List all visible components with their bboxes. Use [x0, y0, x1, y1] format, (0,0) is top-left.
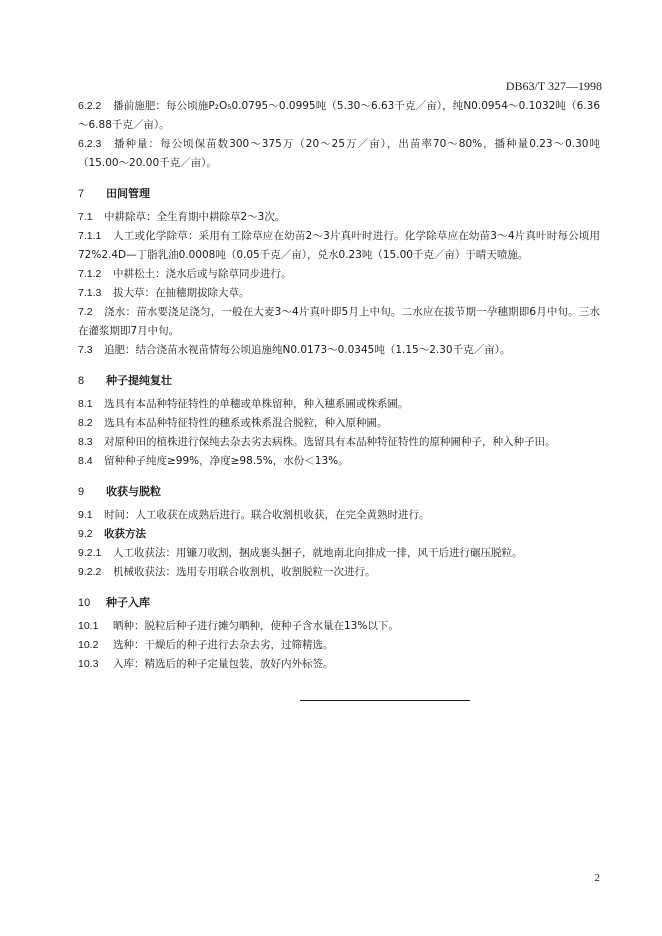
- clause-number: 6.2.3: [78, 138, 102, 150]
- clause-6-2-3: [78, 135, 600, 173]
- clause-text: 选具有本品种特征特性的穗系或株系混合脱粒，种入原种圃。: [104, 417, 388, 429]
- section-number: 9: [78, 486, 85, 498]
- clause-10-3: [78, 655, 600, 674]
- clause-9-2-1: [78, 544, 600, 563]
- clause-6-2-2: [78, 97, 600, 135]
- clause-10-1: [78, 617, 600, 636]
- section-title: 田间管理: [106, 187, 150, 200]
- clause-10-2: [78, 636, 600, 655]
- section-heading-8: [78, 371, 600, 391]
- clause-number: 6.2.2: [78, 100, 102, 112]
- clause-number: 10.2: [78, 639, 99, 651]
- clause-text: 机械收获法：选用专用联合收割机，收割脱粒一次进行。: [113, 566, 376, 578]
- clause-text: 留种种子纯度≥99%，净度≥98.5%，水份＜13%。: [104, 455, 349, 467]
- section-heading-10: [78, 593, 600, 613]
- clause-text: 人工收获法：用镰刀收割，捆成裹头捆子，就地南北向排成一排，风干后进行碾压脱粒。: [113, 547, 523, 559]
- clause-8-3: [78, 433, 600, 452]
- clause-9-2: [78, 525, 600, 544]
- clause-text: 选具有本品种特征特性的单穗或单株留种，种入穗系圃或株系圃。: [104, 398, 409, 410]
- section-heading-9: [78, 482, 600, 502]
- document-code: DB63/T 327—1998: [505, 79, 602, 93]
- clause-text: 选种：干燥后的种子进行去杂去劣，过筛精选。: [113, 639, 334, 651]
- clause-number: 7.3: [78, 344, 93, 356]
- clause-7-1: [78, 208, 600, 227]
- clause-text: 时间：人工收获在成熟后进行。联合收割机收获，在完全黄熟时进行。: [104, 509, 430, 521]
- section-title: 种子提纯复壮: [106, 374, 172, 387]
- end-of-standard-rule: [300, 700, 470, 701]
- clause-number: 7.1.2: [78, 268, 102, 280]
- clause-number: 8.2: [78, 417, 93, 429]
- clause-number: 8.4: [78, 455, 93, 467]
- clause-text: 浇水：苗水要浇足浇匀，一般在大麦3～4片真叶即5月上中旬。二水应在拔节期一孕穗期即6月中旬。三水在灌浆期即7月中旬。: [78, 306, 600, 337]
- clause-number: 7.1.3: [78, 287, 102, 299]
- section-title: 种子入库: [106, 596, 150, 609]
- clause-text: 播前施肥：每公顷施P₂O₅0.0795～0.0995吨（5.30～6.63千克／亩），纯N0.0954～0.1032吨（6.36～6.88千克／亩）。: [78, 100, 600, 131]
- clause-number: 8.3: [78, 436, 93, 448]
- clause-number: 7.1: [78, 211, 93, 223]
- clause-text: 对原种田的植株进行保纯去杂去劣去病株。选留具有本品种特征特性的原种圃种子，种入种子田。: [104, 436, 556, 448]
- clause-text: 中耕松土：浇水后或与除草同步进行。: [113, 268, 292, 280]
- clause-8-1: [78, 395, 600, 414]
- clause-number: 8.1: [78, 398, 93, 410]
- page-number: 2: [594, 872, 600, 884]
- clause-7-2: [78, 303, 600, 341]
- section-heading-7: [78, 184, 600, 204]
- clause-text: 中耕除草：全生育期中耕除草2～3次。: [104, 211, 286, 223]
- clause-number: 9.1: [78, 509, 93, 521]
- clause-number: 9.2.1: [78, 547, 102, 559]
- clause-9-2-2: [78, 563, 600, 582]
- clause-7-1-2: [78, 265, 600, 284]
- clause-text: 追肥：结合浇苗水视苗情每公顷追施纯N0.0173～0.0345吨（1.15～2.30千克／亩）。: [104, 344, 511, 356]
- clause-text: 人工或化学除草：采用有工除草应在幼苗2～3片真叶时进行。化学除草应在幼苗3～4片真叶时每公顷用72%2.4D—丁脂乳油0.0008吨（0.05千克／亩），兑水0.23吨（15.00千克／亩）于晴天喷施。: [78, 230, 600, 261]
- clause-text: 播种量：每公顷保苗数300～375万（20～25万／亩），出苗率70～80%，播种量0.23～0.30吨（15.00～20.00千克／亩）。: [78, 138, 600, 169]
- clause-number: 7.1.1: [78, 230, 102, 242]
- clause-9-1: [78, 506, 600, 525]
- section-number: 8: [78, 375, 85, 387]
- document-body: [78, 97, 600, 674]
- clause-7-3: [78, 341, 600, 360]
- section-title: 收获与脱粒: [106, 485, 161, 498]
- section-number: 7: [78, 188, 85, 200]
- subsection-title: 收获方法: [104, 528, 146, 540]
- clause-number: 10.1: [78, 620, 99, 632]
- clause-number: 9.2: [78, 528, 93, 540]
- clause-7-1-1: [78, 227, 600, 265]
- section-number: 10: [78, 597, 91, 609]
- clause-number: 10.3: [78, 658, 99, 670]
- clause-text: 拔大草：在抽穗期拔除大草。: [113, 287, 250, 299]
- clause-number: 7.2: [78, 306, 93, 318]
- clause-8-2: [78, 414, 600, 433]
- clause-8-4: [78, 452, 600, 471]
- clause-text: 入库：精选后的种子定量包装，放好内外标签。: [113, 658, 334, 670]
- clause-text: 晒种：脱粒后种子进行摊匀晒种，使种子含水量在13%以下。: [113, 620, 399, 632]
- clause-number: 9.2.2: [78, 566, 102, 578]
- clause-7-1-3: [78, 284, 600, 303]
